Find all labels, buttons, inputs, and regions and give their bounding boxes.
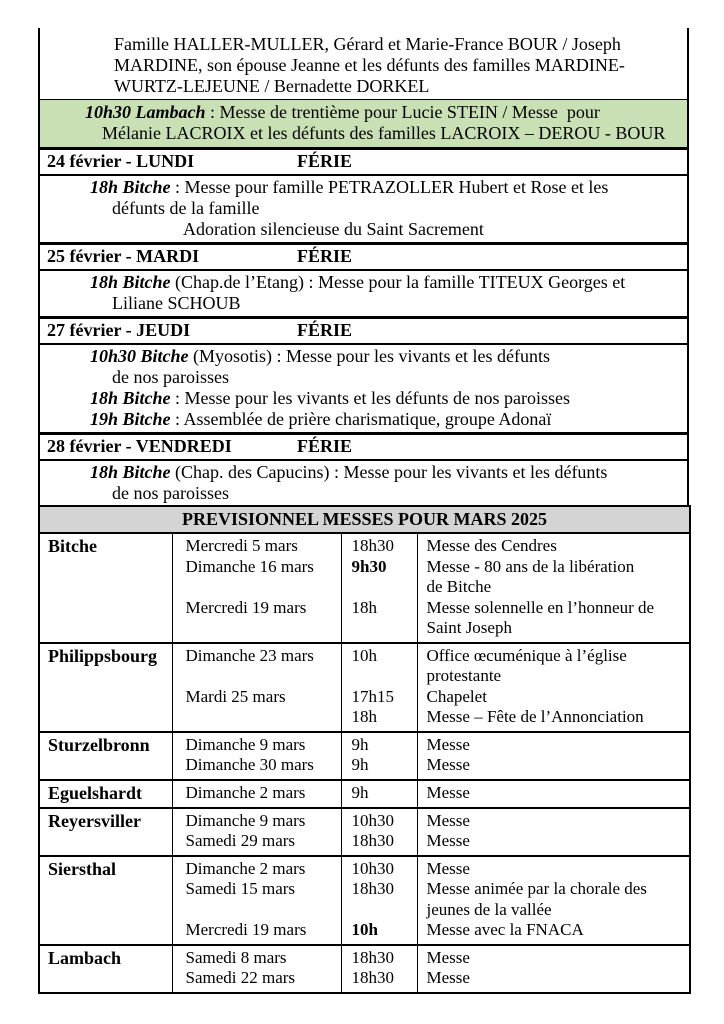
schedule-line: de nos paroisses [112, 367, 229, 387]
description-cell [417, 643, 690, 732]
description-cell-line: protestante [426, 666, 502, 685]
date-cell-line: Dimanche 2 mars [185, 782, 306, 802]
description-cell-line: Chapelet [426, 686, 487, 706]
day-header-row [40, 242, 687, 271]
description-cell-line: Messe [426, 810, 470, 830]
description-cell-line: Messe [426, 968, 470, 987]
highlighted-entry-row [40, 99, 687, 147]
day-header-row [40, 432, 687, 461]
schedule-line: Liliane SCHOUB [112, 293, 241, 313]
date-cell-line: Dimanche 2 mars [185, 858, 306, 878]
day-header-row [40, 316, 687, 345]
march-row-bitche [39, 533, 690, 643]
date-cell-line: Mercredi 19 mars [185, 920, 307, 939]
location-cell: Lambach [39, 945, 172, 993]
date-cell [172, 732, 341, 780]
description-cell [417, 945, 690, 993]
entry-row [40, 345, 687, 432]
time-cell-line: 18h [351, 707, 377, 726]
date-cell [172, 945, 341, 993]
location-cell: Sturzelbronn [39, 732, 172, 780]
time-cell-line: 10h [351, 920, 378, 939]
description-cell-line: Office œcuménique à l’église [426, 645, 627, 665]
description-cell-line: Messe solennelle en l’honneur de [426, 597, 655, 617]
time-cell [341, 643, 417, 732]
schedule-line: 10h30 Lambach : Messe de trentième pour Lucie STEIN / Messe pour [85, 102, 600, 122]
description-cell-line: Messe animée par la chorale des [426, 879, 647, 898]
date-cell-line: Samedi 22 mars [185, 968, 296, 987]
date-cell-line [186, 577, 339, 598]
time-cell-line: 10h30 [351, 810, 394, 830]
description-cell-line: de Bitche [426, 577, 492, 596]
time-cell-line: 9h [351, 755, 369, 774]
date-cell-line [186, 900, 339, 921]
description-cell-line: Saint Joseph [426, 618, 512, 637]
schedule-line: de nos paroisses [112, 483, 229, 503]
time-cell-line: 18h30 [351, 831, 394, 850]
date-cell-line: Dimanche 30 mars [185, 755, 314, 774]
date-cell-line: Samedi 29 mars [185, 831, 296, 850]
time-cell-line: 18h30 [351, 879, 394, 898]
description-cell-line: Messe [426, 755, 470, 774]
march-table-title: PREVISIONNEL MESSES POUR MARS 2025 [39, 506, 690, 533]
time-place-prefix: 18h Bitche [90, 177, 171, 197]
march-row-lambach [39, 945, 690, 993]
time-cell [341, 732, 417, 780]
date-cell-line: Samedi 8 mars [185, 947, 287, 967]
day-header-tag: FÉRIE [297, 320, 353, 340]
entry-row [40, 461, 687, 506]
march-row-reyersviller [39, 808, 690, 856]
schedule-line: 10h30 Bitche (Myosotis) : Messe pour les vivants et les défunts [90, 346, 550, 366]
day-header-date: 27 février - JEUDI [47, 320, 191, 340]
time-cell-line: 17h15 [351, 686, 394, 706]
time-cell-line: 18h30 [351, 968, 394, 987]
description-cell-line: Messe [426, 858, 470, 878]
date-cell-line: Mardi 25 mars [185, 686, 286, 706]
february-schedule-table [38, 28, 689, 508]
day-header-tag: FÉRIE [297, 436, 353, 456]
schedule-line: Adoration silencieuse du Saint Sacrement [183, 219, 484, 239]
day-header-date: 25 février - MARDI [47, 246, 200, 266]
time-cell-line: 9h30 [351, 556, 387, 576]
schedule-line: 18h Bitche : Messe pour les vivants et les défunts de nos paroisses [90, 388, 570, 408]
time-cell-line: 18h30 [351, 536, 394, 555]
march-schedule-table [38, 505, 691, 994]
schedule-line: 18h Bitche (Chap. des Capucins) : Messe pour les vivants et les défunts [90, 462, 608, 482]
march-title-row [39, 506, 690, 533]
march-row-eguelshardt [39, 780, 690, 808]
time-place-prefix: 18h Bitche [90, 462, 171, 482]
time-cell-line: 18h30 [351, 947, 394, 967]
march-table-body [39, 506, 690, 993]
time-cell [341, 533, 417, 643]
march-row-philippsbourg [39, 643, 690, 732]
time-place-prefix: 19h Bitche [90, 409, 171, 429]
time-cell-line: 9h [351, 782, 369, 802]
description-cell [417, 808, 690, 856]
entry-row [40, 271, 687, 316]
description-cell-line: Messe [426, 831, 470, 850]
description-cell-line: Messe [426, 947, 470, 967]
description-cell [417, 732, 690, 780]
time-cell-line: 18h [351, 597, 377, 617]
schedule-line: 18h Bitche (Chap.de l’Etang) : Messe pour la famille TITEUX Georges et [90, 272, 626, 292]
schedule-line: Mélanie LACROIX et les défunts des familles LACROIX – DEROU - BOUR [102, 123, 666, 143]
time-cell [341, 780, 417, 808]
date-cell [172, 808, 341, 856]
description-cell-line: Messe - 80 ans de la libération [426, 556, 635, 576]
schedule-line: WURTZ-LEJEUNE / Bernadette DORKEL [114, 76, 430, 96]
time-cell-line: 10h30 [351, 858, 394, 878]
date-cell [172, 856, 341, 945]
time-cell-line [352, 577, 415, 598]
schedule-line: Famille HALLER-MULLER, Gérard et Marie-France BOUR / Joseph [114, 34, 621, 54]
description-cell-line: Messe des Cendres [426, 536, 557, 555]
time-cell-line [352, 666, 415, 687]
time-place-prefix: 18h Bitche [90, 272, 171, 292]
date-cell-line: Mercredi 5 mars [185, 536, 298, 555]
date-cell-line: Mercredi 19 mars [185, 597, 307, 617]
day-header-tag: FÉRIE [297, 246, 353, 266]
entry-row [40, 28, 687, 99]
date-cell [172, 643, 341, 732]
location-cell: Philippsbourg [39, 643, 172, 732]
march-row-sturzelbronn [39, 732, 690, 780]
date-cell-line: Dimanche 9 mars [185, 734, 306, 754]
day-header-row [40, 147, 687, 176]
date-cell-line [186, 666, 339, 687]
location-cell: Siersthal [39, 856, 172, 945]
description-cell [417, 856, 690, 945]
time-cell [341, 945, 417, 993]
time-cell [341, 856, 417, 945]
day-header-date: 28 février - VENDREDI [47, 436, 232, 456]
date-cell-line: Dimanche 23 mars [185, 645, 314, 665]
time-cell-line: 10h [351, 645, 377, 665]
time-cell-line [352, 900, 415, 921]
location-cell: Eguelshardt [39, 780, 172, 808]
schedule-line: 18h Bitche : Messe pour famille PETRAZOLLER Hubert et Rose et les [90, 177, 609, 197]
time-cell [341, 808, 417, 856]
date-cell-line [186, 707, 339, 728]
location-cell: Reyersviller [39, 808, 172, 856]
schedule-line: 19h Bitche : Assemblée de prière charismatique, groupe Adonaï [90, 409, 552, 429]
schedule-line: défunts de la famille [112, 198, 260, 218]
description-cell-line: Messe [426, 782, 470, 802]
entry-row [40, 176, 687, 242]
day-header-date: 24 février - LUNDI [47, 151, 195, 171]
date-cell-line [186, 618, 339, 639]
date-cell [172, 780, 341, 808]
time-place-prefix: 10h30 Bitche [90, 346, 189, 366]
time-place-prefix: 10h30 Lambach [85, 102, 206, 122]
march-row-siersthal [39, 856, 690, 945]
description-cell-line: Messe [426, 734, 470, 754]
date-cell [172, 533, 341, 643]
description-cell [417, 533, 690, 643]
description-cell-line: Messe – Fête de l’Annonciation [426, 707, 644, 726]
schedule-line: MARDINE, son épouse Jeanne et les défunts des familles MARDINE- [114, 55, 625, 75]
location-cell: Bitche [39, 533, 172, 643]
time-place-prefix: 18h Bitche [90, 388, 171, 408]
time-cell-line [352, 618, 415, 639]
time-cell-line: 9h [351, 734, 369, 754]
date-cell-line: Dimanche 9 mars [185, 810, 306, 830]
day-header-tag: FÉRIE [297, 151, 353, 171]
description-cell [417, 780, 690, 808]
date-cell-line: Dimanche 16 mars [185, 556, 314, 576]
description-cell-line: Messe avec la FNACA [426, 920, 584, 939]
date-cell-line: Samedi 15 mars [185, 879, 296, 898]
description-cell-line: jeunes de la vallée [426, 899, 552, 919]
